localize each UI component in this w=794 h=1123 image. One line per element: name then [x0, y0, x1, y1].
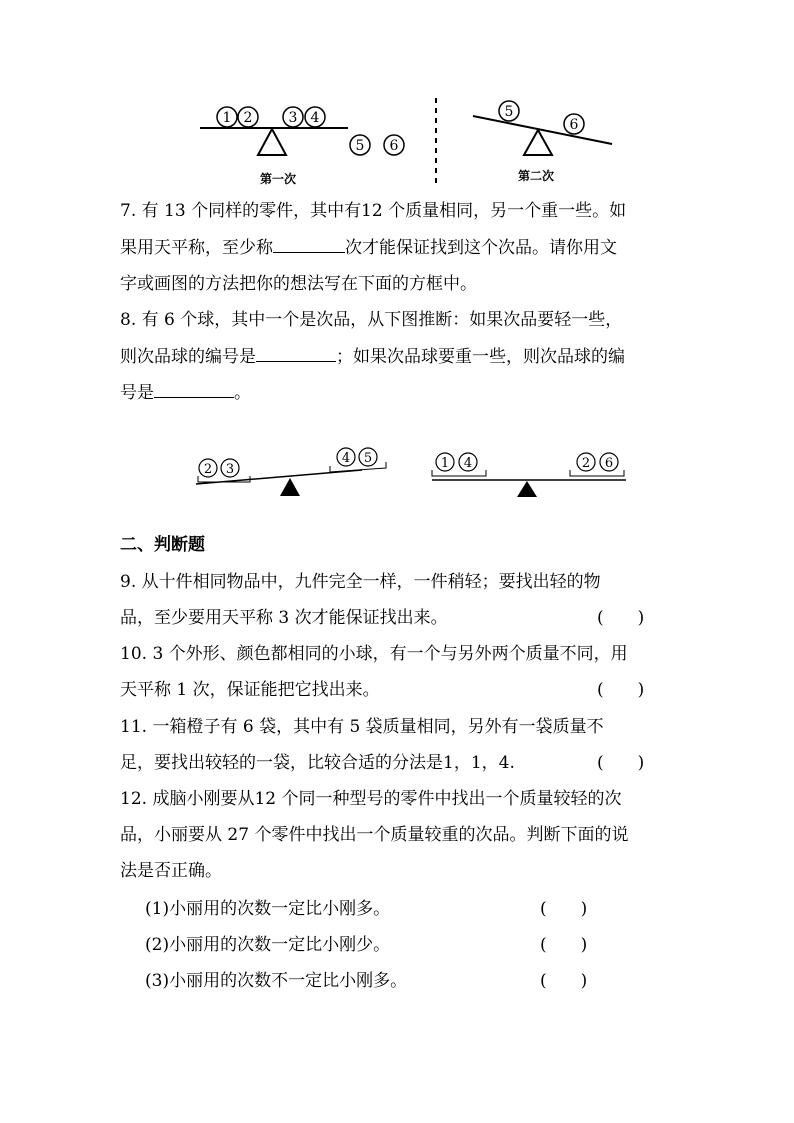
ball-1 [217, 107, 237, 127]
q8-text-b: ；如果次品球要重一些，则次品球的编 [336, 347, 625, 367]
q8-text-d: 。 [234, 383, 251, 403]
svg-text:6: 6 [604, 456, 614, 471]
ball-4 [305, 107, 325, 127]
svg-text:4: 4 [463, 456, 473, 471]
q7-text-b: 次才能保证找到这个次品。请你用文 [345, 238, 617, 258]
q11-line-2: 足，要找出较轻的一袋，比较合适的分法是1，1，4. [120, 753, 515, 773]
q8-answer-blank-heavy[interactable] [154, 381, 234, 398]
q7-line-1: 7. 有 13 个同样的零件，其中有12 个质量相同，另一个重一些。如 [120, 201, 627, 221]
ball-2-right [577, 453, 595, 471]
q12-line-3: 法是否正确。 [120, 861, 222, 881]
q8-answer-blank-light[interactable] [256, 345, 336, 362]
q11-answer-paren[interactable]: ( ) [597, 753, 645, 773]
q8-line-3 [120, 381, 251, 405]
ball-5-right [359, 448, 377, 466]
ball-2 [238, 107, 258, 127]
ball-5 [499, 101, 519, 121]
q12-sub-3: (3)小丽用的次数不一定比小刚多。 [145, 971, 408, 991]
q12-line-1: 12. 成脑小刚要从12 个同一种型号的零件中找出一个质量较轻的次 [120, 789, 622, 809]
q12-sub-1: (1)小丽用的次数一定比小刚多。 [145, 899, 391, 919]
q10-answer-paren[interactable]: ( ) [597, 680, 645, 700]
fulcrum-1 [258, 129, 286, 155]
svg-text:6: 6 [569, 117, 579, 133]
q8-line-1: 8. 有 6 个球，其中一个是次品，从下图推断：如果次品要轻一些， [120, 310, 623, 330]
q12-line-2: 品，小丽要从 27 个零件中找出一个质量较重的次品。判断下面的说 [120, 825, 629, 845]
q12-sub-2: (2)小丽用的次数一定比小刚少。 [145, 935, 391, 955]
ball-3 [283, 107, 303, 127]
q8-line-2 [120, 345, 625, 369]
ball-4-left [459, 453, 477, 471]
q9-line-1: 9. 从十件相同物品中，九件完全一样，一件稍轻；要找出轻的物 [120, 572, 601, 592]
ball-1-left [436, 453, 454, 471]
q8-text-a: 则次品球的编号是 [120, 347, 256, 367]
svg-text:5: 5 [504, 104, 514, 120]
ball-4-right [337, 448, 355, 466]
svg-text:4: 4 [310, 110, 320, 126]
svg-text:4: 4 [341, 451, 351, 466]
q12-sub-2-paren[interactable]: ( ) [540, 935, 588, 955]
ball-6-aside [384, 135, 404, 155]
q7-text-a: 果用天平称，至少称 [120, 238, 273, 258]
q7-line-3: 字或画图的方法把你的想法写在下面的方框中。 [120, 274, 477, 294]
q11-line-1: 11. 一箱橙子有 6 袋，其中有 5 袋质量相同，另外有一袋质量不 [120, 717, 604, 737]
ball-6-right [600, 453, 618, 471]
svg-text:2: 2 [243, 110, 253, 126]
section-heading: 二、判断题 [120, 535, 205, 555]
q9-line-2: 品，至少要用天平称 3 次才能保证找出来。 [120, 608, 448, 628]
ball-5-aside [350, 135, 370, 155]
q10-line-2: 天平称 1 次，保证能把它找出来。 [120, 680, 380, 700]
fulcrum-3 [280, 478, 300, 496]
svg-text:6: 6 [389, 138, 399, 154]
svg-text:1: 1 [222, 110, 232, 126]
weighing-figure-1 [190, 92, 620, 192]
svg-text:5: 5 [363, 451, 373, 466]
fulcrum-4 [517, 481, 537, 497]
q12-sub-3-paren[interactable]: ( ) [540, 971, 588, 991]
svg-text:5: 5 [355, 138, 365, 154]
q8-text-c: 号是 [120, 383, 154, 403]
q9-answer-paren[interactable]: ( ) [597, 608, 645, 628]
ball-2-left [199, 459, 217, 477]
ball-6 [564, 114, 584, 134]
svg-text:1: 1 [440, 456, 450, 471]
caption-second-weighing: 第二次 [517, 169, 555, 183]
svg-text:2: 2 [203, 462, 213, 477]
fulcrum-2 [524, 130, 552, 155]
q7-line-2 [120, 236, 617, 260]
q10-line-1: 10. 3 个外形、颜色都相同的小球，有一个与另外两个质量不同，用 [120, 644, 628, 664]
svg-text:3: 3 [225, 462, 235, 477]
svg-text:2: 2 [581, 456, 591, 471]
svg-text:3: 3 [288, 110, 298, 126]
weighing-figure-2 [190, 440, 630, 505]
ball-3-left [221, 459, 239, 477]
q12-sub-1-paren[interactable]: ( ) [540, 899, 588, 919]
caption-first-weighing: 第一次 [259, 172, 297, 186]
q7-answer-blank[interactable] [273, 236, 345, 253]
